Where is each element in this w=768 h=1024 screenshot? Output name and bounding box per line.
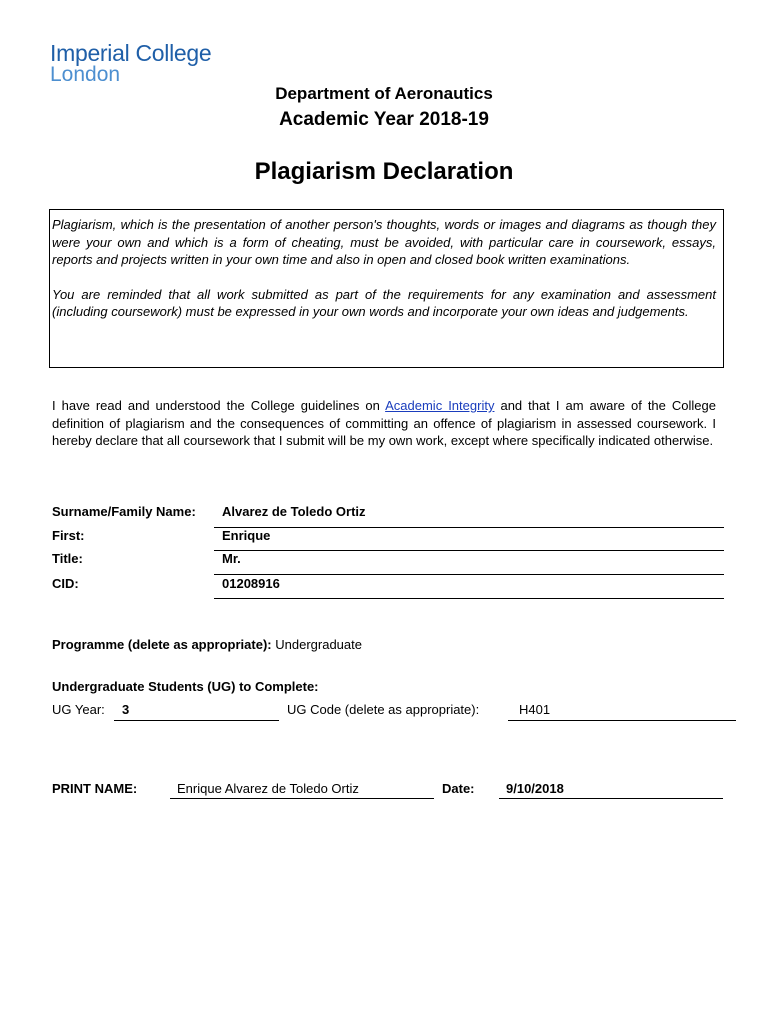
date-field[interactable]: 9/10/2018: [506, 781, 564, 796]
title-field[interactable]: Mr.: [222, 551, 241, 566]
print-name-label: PRINT NAME:: [52, 781, 138, 796]
first-name-label: First:: [52, 528, 85, 543]
print-name-underline: [170, 798, 434, 799]
date-label: Date:: [442, 781, 475, 796]
ug-year-field[interactable]: 3: [122, 702, 130, 717]
cid-label: CID:: [52, 576, 79, 591]
ug-code-label: UG Code (delete as appropriate):: [287, 702, 480, 717]
cid-field[interactable]: 01208916: [222, 576, 280, 591]
programme-field[interactable]: Undergraduate: [275, 637, 362, 652]
ug-heading: Undergraduate Students (UG) to Complete:: [52, 679, 319, 694]
surname-underline: [214, 527, 724, 528]
ug-year-label: UG Year:: [52, 702, 105, 717]
declaration-text-start: I have read and understood the College guidelines on: [52, 398, 386, 413]
date-underline: [499, 798, 723, 799]
surname-label: Surname/Family Name:: [52, 504, 196, 519]
cid-underline: [214, 598, 724, 599]
declaration-text-end: and that I am aware of the College definition of plagiarism and the consequences of committing an offence of plagiarism in assessed coursework. I hereby declare that all coursework that I submit will be my own work, except where specifically indicated otherwise.: [52, 398, 716, 449]
department-heading: Department of Aeronautics: [275, 84, 493, 103]
title-label: Title:: [52, 551, 83, 566]
academic-year-heading: Academic Year 2018-19: [279, 109, 489, 130]
first-name-field[interactable]: Enrique: [222, 528, 271, 543]
programme-label: Programme (delete as appropriate):: [52, 637, 272, 652]
declaration-paragraph: [52, 397, 716, 450]
ug-code-field[interactable]: H401: [519, 702, 551, 717]
ug-year-underline: [114, 720, 279, 721]
logo-imperial-college: Imperial College: [50, 40, 212, 66]
surname-field[interactable]: Alvarez de Toledo Ortiz: [222, 504, 366, 519]
first-name-underline: [214, 550, 724, 551]
print-name-field[interactable]: Enrique Alvarez de Toledo Ortiz: [177, 781, 359, 796]
logo-london: London: [50, 63, 121, 86]
plagiarism-notice-box: [49, 209, 724, 368]
title-underline: [214, 574, 724, 575]
ug-code-underline: [508, 720, 736, 721]
academic-integrity-link[interactable]: Academic Integrity: [385, 398, 495, 413]
programme-row: [52, 637, 362, 652]
page-title: Plagiarism Declaration: [254, 158, 514, 185]
notice-paragraph-1: Plagiarism, which is the presentation of another person's thoughts, words or images and diagrams as though they were your own and which is a form of cheating, must be avoided, with particular care in coursework, essays, reports and projects written in your own time and also in open and closed book written examinations.: [52, 217, 716, 268]
notice-paragraph-2: You are reminded that all work submitted as part of the requirements for any examination and assessment (including coursework) must be expressed in your own words and incorporate your own ideas and judgements.: [52, 286, 716, 320]
